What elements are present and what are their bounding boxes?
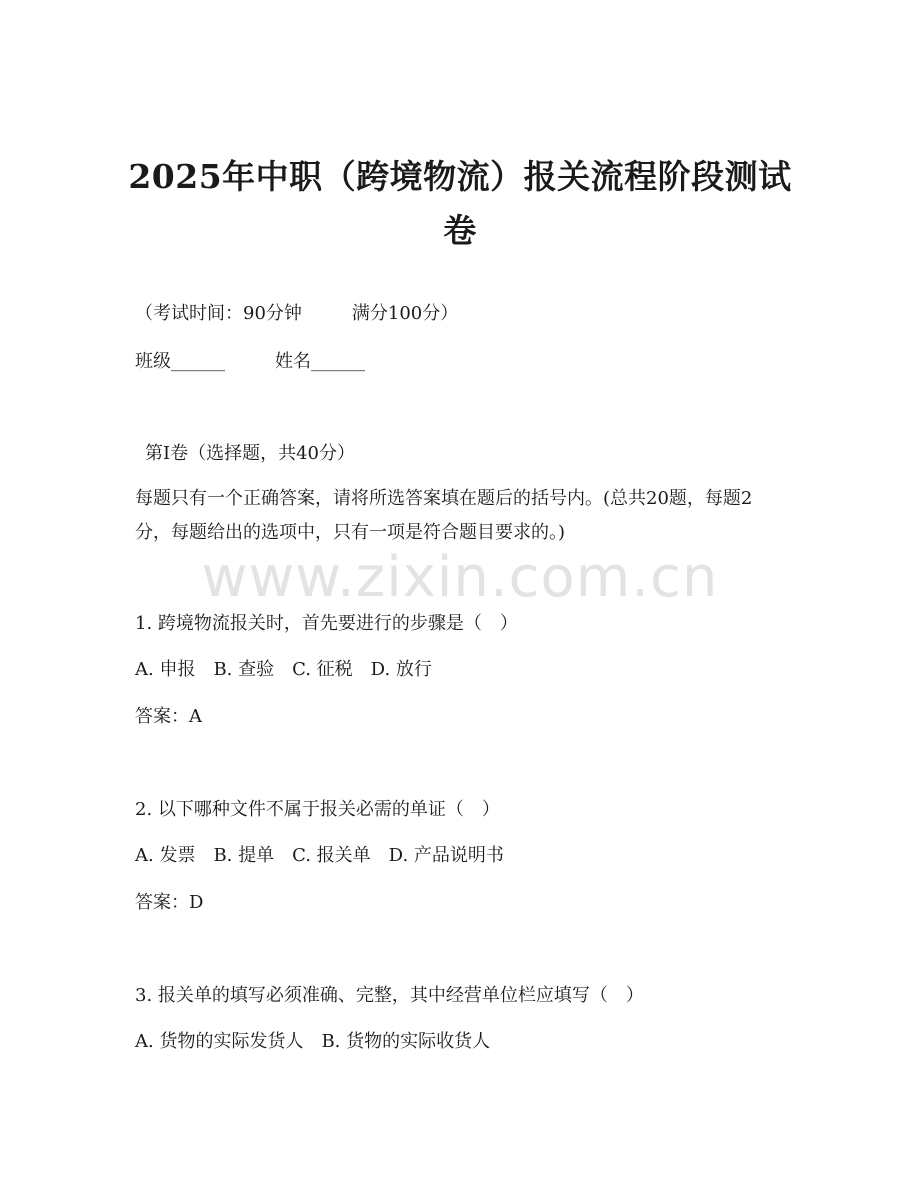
question-3-options: A. 货物的实际发货人 B. 货物的实际收货人 [135,1031,491,1052]
question-2-answer: 答案：D [135,892,204,913]
question-1-options: A. 申报 B. 查验 C. 征税 D. 放行 [135,659,432,680]
question-2-options: A. 发票 B. 提单 C. 报关单 D. 产品说明书 [135,845,504,866]
document-title: 2025年中职（跨境物流）报关流程阶段测试卷 [128,157,792,250]
question-2-stem: 2. 以下哪种文件不属于报关必需的单证（ ） [135,799,500,820]
name-field-label: 姓名______ [275,351,365,372]
exam-full-score: 满分100分） [351,303,459,324]
section-heading: 第I卷（选择题，共40分） [145,443,356,464]
section-instructions: 每题只有一个正确答案，请将所选答案填在题后的括号内。(总共20题，每题2分，每题给出的选项中，只有一项是符合题目要求的。) [135,488,753,543]
question-1-stem: 1. 跨境物流报关时，首先要进行的步骤是（ ） [135,613,518,634]
exam-time: （考试时间：90分钟 [135,303,302,324]
student-info [135,348,365,376]
class-field-label: 班级______ [135,351,225,372]
exam-info [135,300,458,328]
question-3-stem: 3. 报关单的填写必须准确、完整，其中经营单位栏应填写（ ） [135,985,644,1006]
question-1-answer: 答案：A [135,706,202,727]
watermark: www.zixin.com.cn [201,545,719,610]
